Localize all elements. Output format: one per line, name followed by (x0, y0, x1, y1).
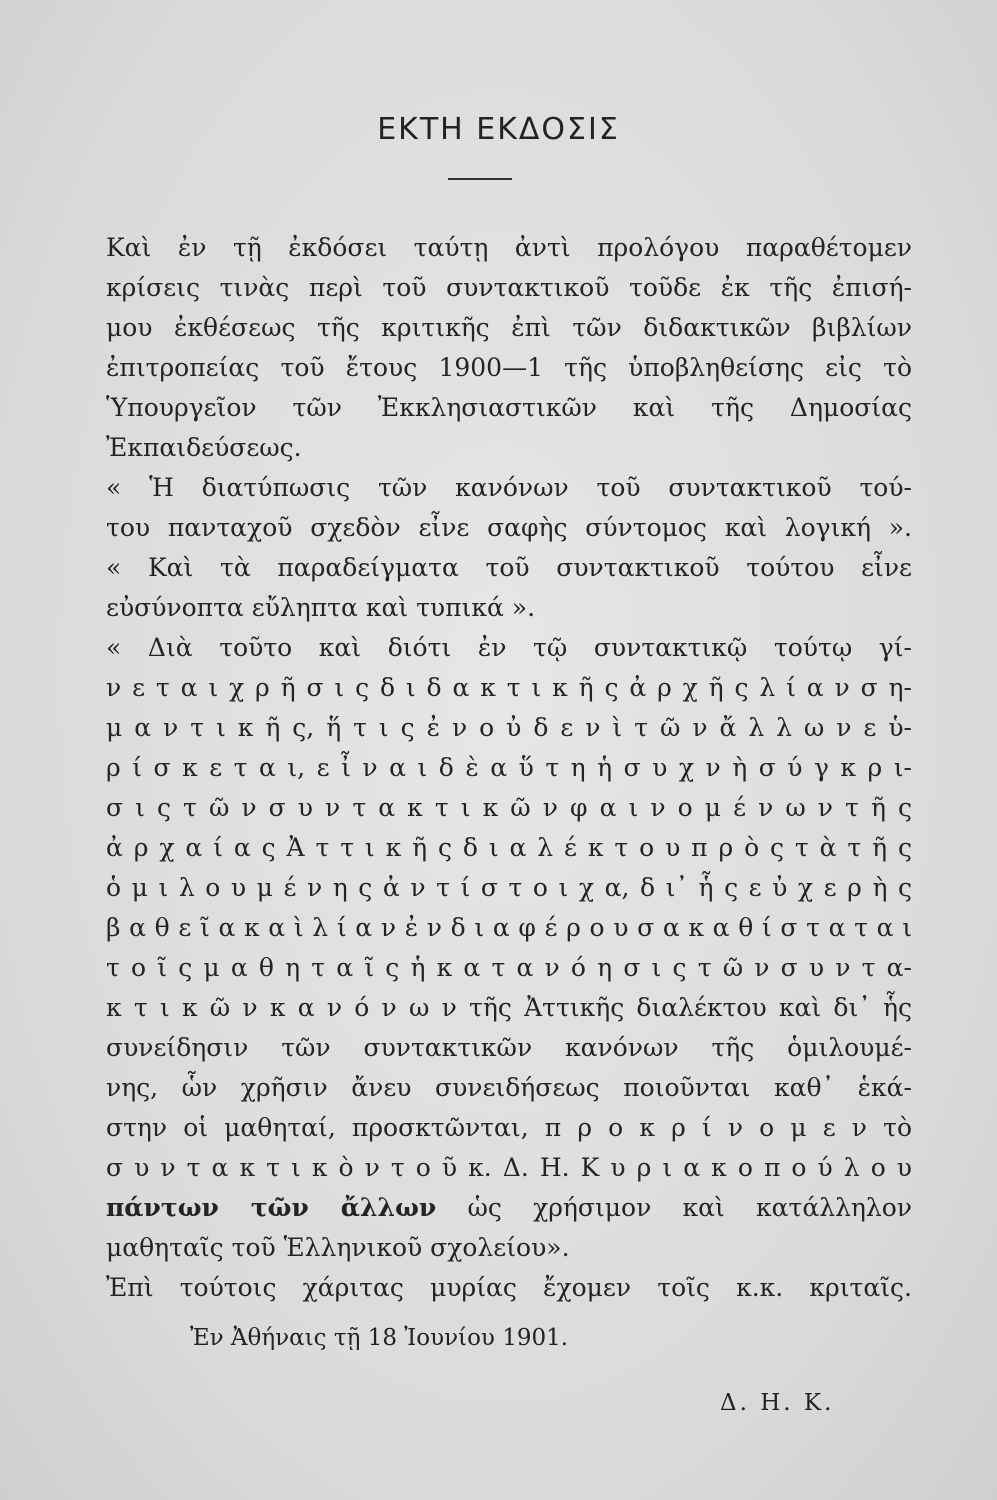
text-line-1: Καὶ ἐν τῇ ἐκδόσει ταύτῃ ἀντὶ προλόγου παραθέτομεν (106, 233, 912, 262)
text-line-10: εὐσύνοπτα εὔληπτα καὶ τυπικά ». (106, 593, 536, 622)
text-line-5: Ὑπουργεῖον τῶν Ἐκκλησιαστικῶν καὶ τῆς Δημοσίας (106, 393, 912, 422)
text-line-21: συνείδησιν τῶν συντακτικῶν κανόνων τῆς ὁμιλουμέ- (106, 1033, 912, 1062)
text-line-18: β α θ ε ῖ α κ α ὶ λ ί α ν ἐ ν δ ι α φ έ ρ ο υ σ α κ α θ ί σ τ α τ α ι (106, 913, 912, 942)
text-line-11: « Διὰ τοῦτο καὶ διότι ἐν τῷ συντακτικῷ τούτῳ γί- (106, 633, 912, 662)
page-title: ΕΚΤΗ ΕΚΔΟΣΙΣ (377, 112, 620, 147)
text-line-23: στην οἱ μαθηταί, προσκτῶνται, π ρ ο κ ρ ί ν ο μ ε ν τὸ (106, 1113, 912, 1142)
text-line-25 (106, 1188, 912, 1228)
preface-body (106, 228, 912, 1308)
text-line-13: μ α ν τ ι κ ῆ ς, ἥ τ ι ς ἐ ν ο ὐ δ ε ν ὶ τ ῶ ν ἄ λ λ ω ν ε ὑ- (106, 713, 912, 742)
title-rule (448, 178, 512, 180)
text-line-2: κρίσεις τινὰς περὶ τοῦ συντακτικοῦ τοῦδε ἐκ τῆς ἐπισή- (106, 273, 912, 302)
text-line-24: σ υ ν τ α κ τ ι κ ὸ ν τ ο ῦ κ. Δ. Η. Κ υ ρ ι α κ ο π ο ύ λ ο υ (106, 1153, 912, 1182)
text-line-12: ν ε τ α ι χ ρ ῆ σ ι ς δ ι δ α κ τ ι κ ῆ ς ἀ ρ χ ῆ ς λ ί α ν σ η- (106, 673, 912, 702)
text-line-3: μου ἐκθέσεως τῆς κριτικῆς ἐπὶ τῶν διδακτικῶν βιβλίων (106, 313, 912, 342)
text-line-27: Ἐπὶ τούτοις χάριτας μυρίας ἔχομεν τοῖς κ.κ. κριταῖς. (106, 1273, 912, 1302)
text-line-17: ὁ μ ι λ ο υ μ έ ν η ς ἀ ν τ ί σ τ ο ι χ α, δ ι᾿ ἧ ς ε ὐ χ ε ρ ὴ ς (106, 873, 912, 902)
text-line-8: του πανταχοῦ σχεδὸν εἶνε σαφὴς σύντομος καὶ λογική ». (106, 513, 912, 542)
text-line-9: « Καὶ τὰ παραδείγματα τοῦ συντακτικοῦ τούτου εἶνε (106, 553, 912, 582)
text-line-20: κ τ ι κ ῶ ν κ α ν ό ν ω ν τῆς Ἀττικῆς διαλέκτου καὶ δι᾿ ἧς (106, 993, 912, 1022)
signature: Δ. Η. Κ. (720, 1390, 835, 1416)
text-line-19: τ ο ῖ ς μ α θ η τ α ῖ ς ἡ κ α τ α ν ό η σ ι ς τ ῶ ν σ υ ν τ α- (106, 953, 912, 982)
date-line: Ἐν Ἀθήναις τῇ 18 Ἰουνίου 1901. (190, 1325, 569, 1351)
text-line-4: ἐπιτροπείας τοῦ ἔτους 1900—1 τῆς ὑποβληθείσης εἰς τὸ (106, 353, 912, 382)
text-line-6: Ἐκπαιδεύσεως. (106, 433, 302, 462)
bold-phrase: πάντων τῶν ἄλλων (106, 1193, 437, 1222)
text-line-15: σ ι ς τ ῶ ν σ υ ν τ α κ τ ι κ ῶ ν φ α ι ν ο μ έ ν ω ν τ ῆ ς (106, 793, 912, 822)
text-line-7: « Ἡ διατύπωσις τῶν κανόνων τοῦ συντακτικοῦ τού- (106, 473, 912, 502)
text-line-22: νης, ὧν χρῆσιν ἄνευ συνειδήσεως ποιοῦνται καθ᾿ ἑκά- (106, 1073, 912, 1102)
text-line-16: ἀ ρ χ α ί α ς Ἀ τ τ ι κ ῆ ς δ ι α λ έ κ τ ο υ π ρ ὸ ς τ ὰ τ ῆ ς (106, 833, 912, 862)
text-line-14: ρ ί σ κ ε τ α ι, ε ἶ ν α ι δ ὲ α ὕ τ η ἡ σ υ χ ν ὴ σ ύ γ κ ρ ι- (106, 753, 912, 782)
text-line-26: μαθηταῖς τοῦ Ἑλληνικοῦ σχολείου». (106, 1233, 570, 1262)
bold-line-rest: ὡς χρήσιμον καὶ κατάλληλον (467, 1193, 912, 1222)
